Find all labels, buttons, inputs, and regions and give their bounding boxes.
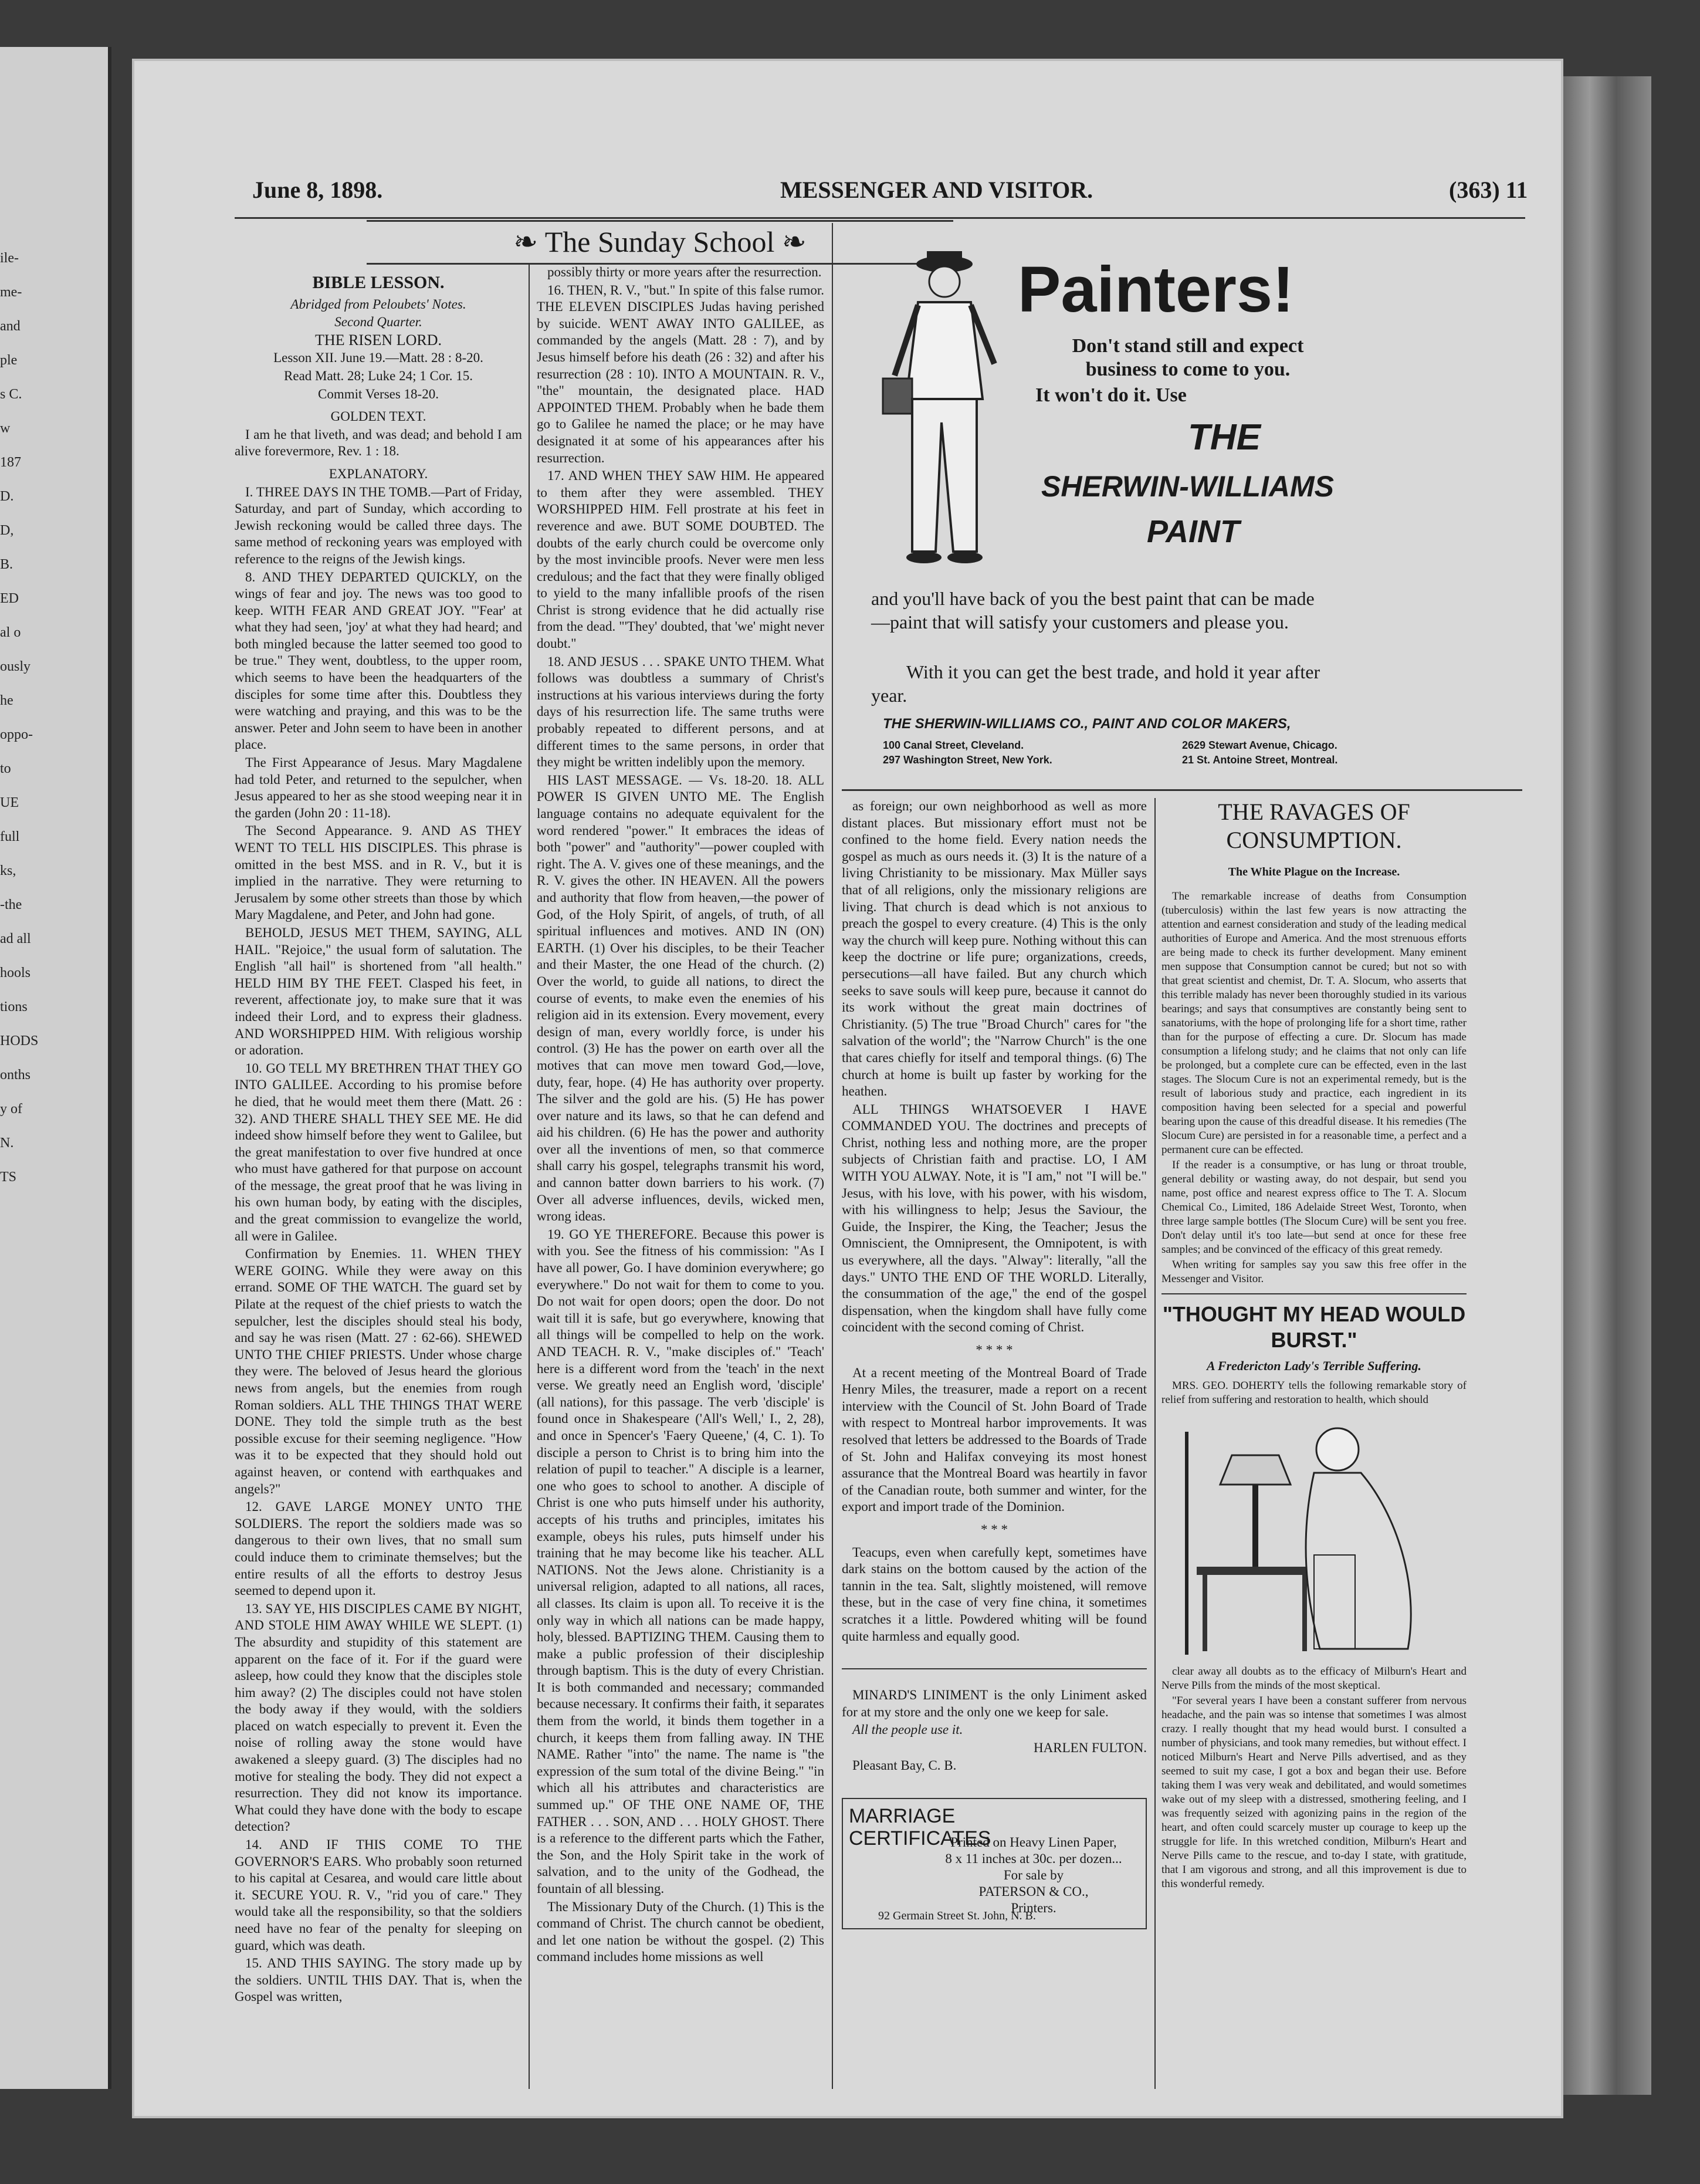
- left-page-fragment: -the: [0, 897, 22, 912]
- ad-line-2: It won't do it. Use: [1035, 384, 1187, 406]
- column-2-paragraph: 18. AND JESUS . . . SPAKE UNTO THEM. What follows was doubtless a summary of Christ's instructions at his various interviews during the forty days of his resurrection life. The same truths were probably repeated to different persons, and at different times to the same persons, in order that they might be written indelibly upon the memory.: [537, 654, 824, 770]
- left-page-edge: [0, 47, 111, 2089]
- left-page-fragment: y of: [0, 1101, 22, 1117]
- sunday-school-banner: ❧ The Sunday School ❧: [367, 220, 953, 265]
- teacups-article: Teacups, even when carefully kept, sometimes have dark stains on the bottom caused by the action of the tannin in the tea. Salt, slightly moistened, will remove these, but in the case of very fine china, it sometimes scratches it a little. Powdered whiting will be found quite harmless and equally good.: [842, 1544, 1147, 1644]
- column-1-text: [235, 484, 522, 2006]
- ornament-icon: ❧: [513, 225, 545, 258]
- column-1-paragraph: I. THREE DAYS IN THE TOMB.—Part of Friday, Saturday, and part of Sunday, which according to Jewish reckoning would be called three days. The same method of reckoning years was employed with reference to the reigns of the Jewish kings.: [235, 484, 522, 566]
- minard-tagline: All the people use it.: [852, 1722, 963, 1737]
- sherwin-williams-ad: [842, 223, 1522, 786]
- left-page-fragment: oppo-: [0, 727, 33, 742]
- column-1-paragraph: 12. GAVE LARGE MONEY UNTO THE SOLDIERS. The report the soldiers made was so dangerous to their own lives, that no small sum could induce them to criminate themselves; but the entire results of all the efforts to destroy Jesus seemed to depend upon it.: [235, 1499, 522, 1598]
- commit-verses: Commit Verses 18-20.: [318, 386, 439, 401]
- left-page-fragment: HODS: [0, 1033, 39, 1049]
- minard-text: MINARD'S LINIMENT is the only Liniment asked for at my store and the only one we keep for sale.: [842, 1688, 1147, 1719]
- left-page-fragment: UE: [0, 795, 19, 810]
- left-page-fragment: to: [0, 761, 11, 776]
- read-passages: Read Matt. 28; Luke 24; 1 Cor. 15.: [284, 368, 473, 383]
- ad-body: and you'll have back of you the best paint that can be made—paint that will satisfy your customers and please you.: [871, 588, 1315, 633]
- column-rule: [832, 223, 833, 2089]
- column-rule: [529, 264, 530, 2089]
- column-1-paragraph: BEHOLD, JESUS MET THEM, SAYING, ALL HAIL. "Rejoice," the usual form of salutation. The English "all hail" is shortened from "all health." HELD HIM BY THE FEET. Clasped his feet, in reverent, affectionate joy, to make sure that it was indeed their Lord, and to express their gladness. AND WORSHIPPED HIM. With religious worship or adoration.: [235, 925, 522, 1058]
- lesson-reference: Lesson XII. June 19.—Matt. 28 : 8-20.: [273, 350, 483, 366]
- left-page-fragment: TS: [0, 1169, 17, 1185]
- ad-address-montreal: 21 St. Antoine Street, Montreal.: [1182, 754, 1338, 766]
- ad-title: Painters!: [1018, 253, 1294, 326]
- minard-place: Pleasant Bay, C. B.: [852, 1758, 957, 1773]
- column-1: [235, 270, 522, 2089]
- ad-body-2: With it you can get the best trade, and hold it year after year.: [871, 661, 1320, 706]
- ad-address-new-york: 297 Washington Street, New York.: [883, 754, 1052, 766]
- column-1-paragraph: 14. AND IF THIS COME TO THE GOVERNOR'S EARS. Who probably soon returned to his capital at Cesarea, and would care little about it. SECURE YOU. R. V., "rid you of care." They would take all the responsibility, so that the soldiers need have no fear of the penalty for sleeping on guard, which was death.: [235, 1837, 522, 1953]
- ad-brand-the: THE: [1188, 417, 1261, 458]
- column-1-paragraph: The Second Appearance. 9. AND AS THEY WENT TO TELL HIS DISCIPLES. This phrase is omitted in the best MSS. and in R. V., but it is implied in the narrative. They were returning to Jerusalem by some other streets than those by which Mary Magdalene, and Peter, and John had gone.: [235, 823, 522, 922]
- page-number: (363) 11: [1449, 177, 1528, 203]
- ad-brand-paint: PAINT: [1147, 514, 1240, 549]
- ad-line-1: Don't stand still and expect business to come to you.: [1072, 335, 1304, 380]
- column-1-paragraph: 8. AND THEY DEPARTED QUICKLY, on the wings of fear and joy. The news was too good to keep. WITH FEAR AND GREAT JOY. "'Fear' at what they had seen, 'joy' at what they had heard; and both mingled because the latter seemed too good to be true." They went, doubtless, to the upper room, which seems to have been the headquarters of the disciples for some time after this. Doubtless they were watching and praying, and this was to be the answer. Peter and John seem to have been in another place.: [235, 569, 522, 752]
- column-2-paragraph: 16. THEN, R. V., "but." In spite of this false rumor. THE ELEVEN DISCIPLES Judas having perished by suicide. WENT AWAY INTO GALILEE, as commanded by the angels (Matt. 28 : 7), and by Jesus himself before his death (26 : 32) and after his resurrection (28 : 10). INTO A MOUNTAIN. R. V., "the" mountain, the designated place. HAD APPOINTED THEM. Probably when he bade them go to Galilee he named the place; or he may have designated it at some of his appearances after his resurrection.: [537, 282, 824, 465]
- left-page-fragment: w: [0, 421, 11, 436]
- column-1-paragraph: 13. SAY YE, HIS DISCIPLES CAME BY NIGHT, AND STOLE HIM AWAY WHILE WE SLEPT. (1) The absurdity and stupidity of this statement are apparent on the face of it. For if the guard were asleep, how could they know that the disciples stole him away? (2) The disciples could not have stolen the body away if they would, with the soldiers placed on watch especially to prevent it. Even the noise of rolling away the stone would have awakened a sleepy guard. (3) The disciples had no motive for stealing the body. They did not expect a resurrection. They did not know its importance. What could they have done with the body to escape detection?: [235, 1601, 522, 1834]
- page-date: June 8, 1898.: [252, 177, 383, 203]
- marriage-certificates-ad: [842, 1798, 1147, 1929]
- column-1-paragraph: 15. AND THIS SAYING. The story made up by the soldiers. UNTIL THIS DAY. That is, when the Gospel was written,: [235, 1956, 522, 2004]
- ravages-body-3: When writing for samples say you saw this free offer in the Messenger and Visitor.: [1161, 1259, 1467, 1285]
- left-page-fragment: B.: [0, 557, 13, 572]
- ad-address-chicago: 2629 Stewart Avenue, Chicago.: [1182, 739, 1337, 751]
- thought-head-subtitle: A Fredericton Lady's Terrible Suffering.: [1206, 1358, 1422, 1373]
- page-edge-shadow: [1563, 76, 1651, 2095]
- thought-head-title: "THOUGHT MY HEAD WOULD BURST.": [1162, 1302, 1466, 1352]
- left-page-fragment: ile-: [0, 251, 19, 266]
- left-page-fragment: ple: [0, 353, 18, 368]
- column-4-divider: [1161, 1293, 1467, 1294]
- column-3: [842, 798, 1147, 2089]
- column-2-text: [537, 264, 824, 1966]
- minard-signature: HARLEN FULTON.: [1034, 1740, 1147, 1755]
- marriage-address: 92 Germain Street St. John, N. B.: [878, 1909, 1036, 1923]
- ornament-icon: ❧: [774, 225, 807, 258]
- left-page-fragment: full: [0, 829, 20, 844]
- column-2-paragraph: possibly thirty or more years after the resurrection.: [547, 265, 822, 279]
- left-page-fragment: me-: [0, 285, 22, 300]
- ad-divider: [842, 789, 1522, 791]
- column-3-text: [842, 798, 1147, 1336]
- ravages-body: The remarkable increase of deaths from Consumption (tuberculosis) within the last few years is now attracting the attention and earnest consideration and study of the leading medical authorities of Europe and America. And the most strenuous efforts are being made to check its further development. Many eminent men suppose that Consumption cannot be cured; but not so with that great scientist and chemist, Dr. T. A. Slocum, who asserts that this terrible malady has never been thoroughly studied in its various bearings; and says that consumptives are constantly being sent to sanatoriums, with the hope of prolonging life for a short time, rather than for the purpose of effecting a cure. Dr. Slocum has made consumption a lifelong study; and he claims that not only can life be prolonged, but a complete cure can be effected, even in the last stages. The Slocum Cure is not an experimental remedy, but is the result of laborious study and practice, each ingredient in its composition having been selected for a special and powerful bearing upon the cause of this dreadful disease. It his remedies (The Slocum Cure) are persisted in for a reasonable time, a perfect and a permanent cure can be effected.: [1161, 890, 1467, 1156]
- column-1-paragraph: 10. GO TELL MY BRETHREN THAT THEY GO INTO GALILEE. According to his promise before he died, that he would meet them there (Matt. 26 : 32). AND THERE SHALL THEY SEE ME. He did indeed show himself before they went to Galilee, but the great manifestation to over five hundred at once who must have gathered for that purpose on account of the message, the great proof that he was living in his own human body, by eating with the disciples, and the great commission to evangelize the world, all were in Galilee.: [235, 1060, 522, 1243]
- ravages-body-2: If the reader is a consumptive, or has lung or throat trouble, general debility or wasting away, do not despair, but send you name, post office and nearest express office to The T. A. Slocum Chemical Co., Limited, 186 Adelaide Street West, Toronto, when three large sample bottles (The Slocum Cure) will be sent you free. Don't delay until it's too late—but send at once for these free samples; and be convinced of the efficacy of this great remedy.: [1161, 1159, 1467, 1256]
- left-page-fragment: D.: [0, 489, 14, 504]
- left-page-fragment: tions: [0, 999, 28, 1015]
- left-page-fragment: 187: [0, 455, 21, 470]
- lesson-title: THE RISEN LORD.: [315, 331, 442, 349]
- left-page-fragment: D,: [0, 523, 14, 538]
- golden-text-label: GOLDEN TEXT.: [330, 409, 426, 424]
- thought-head-testimony: "For several years I have been a constant sufferer from nervous headache, and the pain was so intense that sometimes I was almost crazy. I really thought that my head would burst. I consulted a number of physicians, and took many remedies, but without effect. I noticed Milburn's Heart and Nerve Pills advertised, and as they seemed to suit my case, I got a box and began their use. Before taking them I was very weak and debilitated, and would sometimes wake out of my sleep with a distressed, smothering feeling, and I was frequently seized with agonizing pains in the region of the heart, and often could scarcely muster up courage to keep up the struggle for life. In this wretched condition, Milburn's Heart and Nerve Pills came to the rescue, and to-day I state, with gratitude, that I am vigorous and strong, and all this improvement is due to this wonderful remedy.: [1161, 1695, 1467, 1890]
- marriage-title: MARRIAGE CERTIFICATES: [849, 1805, 991, 1850]
- column-3-paragraph: as foreign; our own neighborhood as well as more distant places. But missionary effort must not be confined to the home field. Every nation needs the gospel as much as ours needs it. (3) It is the nature of a living Christianity to be missionary. Max Müller says that of all religions, only the missionary religions are living. That church is dead which is not anxious to preach the gospel to every creature. (4) This is the only way the church will keep pure. Nothing without this can keep the doctrine or life pure; organizations, creeds, persecutions—all have failed. But any church which seeks to save souls will keep pure, because it cannot do its work without the great main doctrines of Christianity. (5) The true "Broad Church" cares for "the salvation of the world"; the "Narrow Church" is the one that cares chiefly for itself and temporal things. (6) The church at home is built up faster by working for the heathen.: [842, 799, 1147, 1099]
- left-page-fragment: ously: [0, 659, 31, 674]
- column-2-paragraph: 17. AND WHEN THEY SAW HIM. He appeared to them after they were assembled. THEY WORSHIPPED HIM. Fell prostrate at his feet in reverence and awe. BUT SOME DOUBTED. The doubts of the early church could be overcome only by the most invincible proofs. Never were men less credulous; and the fact that they were finally obliged to yield to the many infallible proofs of the risen Christ is strong evidence that he did actually rise from the dead. "'They' doubted, that 'we' might never doubt.": [537, 468, 824, 651]
- thought-head-body: clear away all doubts as to the efficacy of Milburn's Heart and Nerve Pills from the minds of the most skeptical.: [1161, 1665, 1467, 1692]
- ad-address-cleveland: 100 Canal Street, Cleveland.: [883, 739, 1024, 751]
- page-header: [252, 176, 1555, 217]
- masthead: MESSENGER AND VISITOR.: [780, 177, 1093, 203]
- left-page-fragment: onths: [0, 1067, 31, 1083]
- newspaper-page: [132, 59, 1563, 2118]
- golden-text: I am he that liveth, and was dead; and behold I am alive forevermore, Rev. 1 : 18.: [235, 427, 522, 459]
- board-of-trade-article: At a recent meeting of the Montreal Board of Trade Henry Miles, the treasurer, made a report on a recent interview with the Council of St. John Board of Trade with respect to Montreal harbor improvements. It was resolved that letters be addressed to the Boards of Trade of St. John and Halifax conveying its most honest assurance that the Montreal Board was heartily in favor of the Canadian route, both summer and winter, for the export and import trade of the Dominion.: [842, 1365, 1147, 1514]
- ad-company: THE SHERWIN-WILLIAMS CO., PAINT AND COLOR MAKERS,: [883, 716, 1291, 732]
- thought-head-intro: MRS. GEO. DOHERTY tells the following remarkable story of relief from suffering and restoration to health, which should: [1161, 1380, 1467, 1406]
- marriage-details: Printed on Heavy Linen Paper, 8 x 11 inches at 30c. per dozen... For sale by PATERSON & CO., Printers.: [945, 1835, 1122, 1916]
- column-rule: [1154, 798, 1156, 2089]
- left-page-fragment: ad all: [0, 931, 31, 946]
- column-2: [537, 264, 824, 2089]
- left-page-fragment: s C.: [0, 387, 22, 402]
- column-3-paragraph: ALL THINGS WHATSOEVER I HAVE COMMANDED YOU. The doctrines and precepts of Christ, nothing less and nothing more, are the proper subjects of Christian faith and practise. LO, I AM WITH YOU ALWAY. Note, it is "I am," not "I will be." Jesus, with his love, with his power, with his wisdom, with his willingness to help; Jesus the Saviour, the Guide, the Inspirer, the King, the Teacher; Jesus the Omniscient, the Omnipresent, the Omnipotent, is with us everywhere, all the days. "Alway": literally, "all the days." UNTO THE END OF THE WORLD. Literally, the consummation of the age," the end of the gospel dispensation, when the kingdom shall have fully come coincident with the second coming of Christ.: [842, 1101, 1147, 1335]
- ad-brand-name: SHERWIN-WILLIAMS: [1041, 470, 1335, 503]
- minard-ad: [842, 1668, 1147, 1774]
- woman-illustration: [1161, 1408, 1455, 1661]
- bible-lesson-heading: BIBLE LESSON.: [312, 273, 445, 292]
- left-page-fragment: and: [0, 319, 21, 334]
- painter-illustration: [877, 246, 1012, 575]
- separator-stars: * * *: [981, 1522, 1008, 1537]
- column-1-paragraph: The First Appearance of Jesus. Mary Magdalene had told Peter, and returned to the sepulcher, when Jesus appeared to her as she stood weeping near it in the garden (John 20 : 11-18).: [235, 755, 522, 820]
- column-4: [1161, 798, 1467, 2089]
- left-page-fragment: hools: [0, 965, 31, 981]
- left-page-fragment: ks,: [0, 863, 16, 878]
- column-2-paragraph: 19. GO YE THEREFORE. Because this power is with you. See the fitness of his commission: "As I have all power, Go. I have dominion everywhere; go everywhere." Do not wait for them to come to you. Do not wait for open doors; open the door. Do not wait till it is safe, but go everywhere, knowing that all things will be compelled to help on the work. AND TEACH. R. V., "make disciples of." 'Teach' here is a different word from the 'teach' in the next verse. We greatly need an English word, 'disciple' (all nations), for this passage. The verb 'disciple' is found once in Shakespeare ('All's Well,' I., 2, 28), and once in Spencer's 'Faery Queene,' (4, C. 1). To disciple a person to Christ is to bring him into the relation of pupil to teacher." A disciple is a learner, one who goes to school to another. A disciple of Christ is one who puts himself under his authority, accepts of his truths and principles, imitates his example, obeys his rules, puts himself under his training that he may become like his teacher. ALL NATIONS. Not the Jews alone. Christianity is a universal religion, adapted to all nations, all races, all classes. Its claim is upon all. To receive it is the only way in which all nations can be made happy, holy, blessed. BAPTIZING THEM. Causing them to make a public profession of their discipleship through baptism. This is the duty of every Christian. It is both commanded and necessary; commanded because necessary. It confirms their faith, it separates them from the world, it binds them together in a church, it keeps them from falling away. IN THE NAME. Rather "into" the name. The name is "the expression of the sum total of the divine Being." "in which all his attributes and characteristics are summed up." OF THE ONE NAME OF, THE FATHER . . . SON, AND . . . HOLY GHOST. There is a reference to the different parts which the Father, the Son, and the Holy Spirit take in the work of salvation, and to the unity of the Godhead, the fountain of all blessing.: [537, 1226, 824, 1896]
- left-page-fragment: ED: [0, 591, 19, 606]
- left-page-fragment: N.: [0, 1135, 14, 1151]
- abridged-note: Abridged from Peloubets' Notes.: [290, 296, 466, 312]
- column-2-paragraph: The Missionary Duty of the Church. (1) This is the command of Christ. The church cannot be obedient, and let one nation be without the gospel. (2) This command includes home missions as well: [537, 1899, 824, 1965]
- ravages-subtitle: The White Plague on the Increase.: [1228, 866, 1400, 878]
- header-rule: [235, 217, 1525, 219]
- left-page-fragment: he: [0, 693, 13, 708]
- left-page-fragment: al o: [0, 625, 21, 640]
- ravages-title: THE RAVAGES OF CONSUMPTION.: [1218, 799, 1410, 853]
- separator-stars: * * * *: [976, 1343, 1013, 1357]
- explanatory-label: EXPLANATORY.: [329, 466, 428, 481]
- column-2-paragraph: HIS LAST MESSAGE. — Vs. 18-20. 18. ALL POWER IS GIVEN UNTO ME. The English language contains no adequate equivalent for the word rendered "power." It embraces the ideas of both "power" and "authority"—power coupled with right. The A. V. gives one of these meanings, and the R. V. gives the other. IN HEAVEN. All the powers and authority that flow from heaven,—the power of God, of the Holy Spirit, of angels, of truth, of all spiritual influences and motives. AND IN (ON) EARTH. (1) Over his disciples, to be their Teacher and their Master, the one Head of the church. (2) Over the world, to guide all nations, to direct the course of events, to make even the enemies of his religion aid in its extension. Every movement, every design of man, every worldly force, is under his control. (3) He has the power on earth over all the motives that can move men toward God,—love, duty, fear, hope. (4) He has authority over property. The silver and the gold are his. (5) He has power over nature and its laws, so that he can defend and aid his children. (6) He has the power and authority over all the inventions of men, so that commerce shall carry his gospel, telegraphs transmit his word, and cannon batter down barriers to his work. (7) Over all adverse influences, devils, wicked men, wrong ideas.: [537, 772, 824, 1224]
- quarter-label: Second Quarter.: [334, 315, 422, 330]
- column-1-paragraph: Confirmation by Enemies. 11. WHEN THEY WERE GOING. While they were away on this errand. SOME OF THE WATCH. The guard set by Pilate at the request of the chief priests to watch the sepulcher, lest the disciples should steal his body, and say he was risen (Matt. 27 : 62-66). SHEWED UNTO THE CHIEF PRIESTS. Under whose charge they were. The beloved of Jesus heard the glorious news from angels, but the enemies from rough Roman soldiers. ALL THE THINGS THAT WERE DONE. They told the simple truth as the best possible excuse for their seeming negligence. "How was it to be expected that they should hold out against heaven, or contend with earthquakes and angels?": [235, 1246, 522, 1496]
